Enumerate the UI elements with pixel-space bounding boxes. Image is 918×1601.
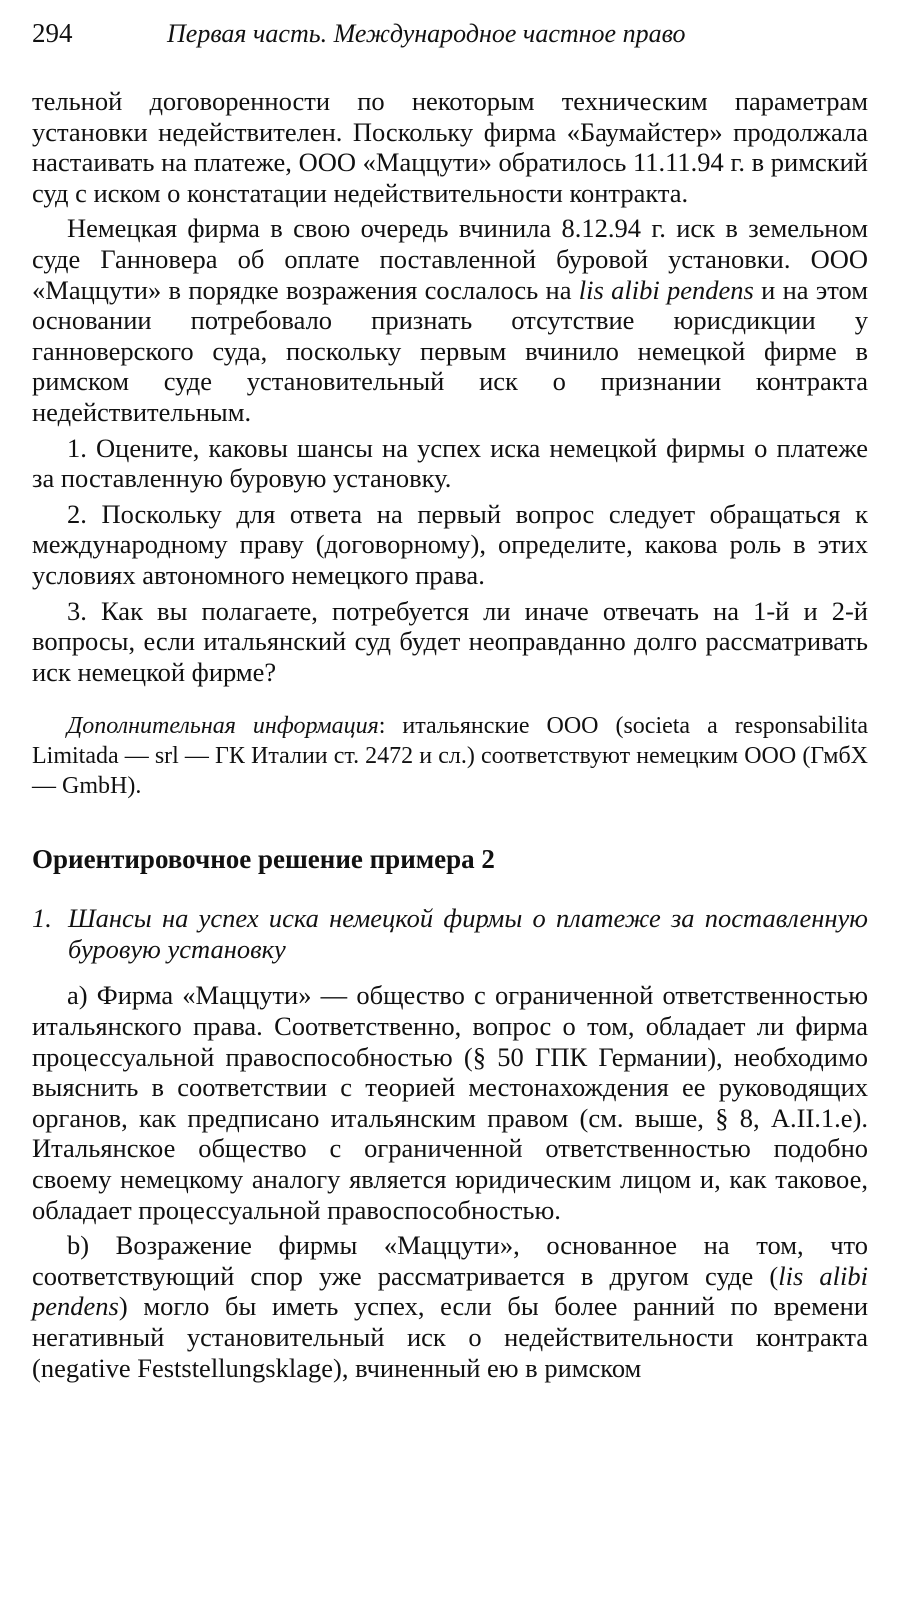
page-number: 294 bbox=[32, 18, 73, 48]
note-label: Дополнительная информация bbox=[67, 713, 379, 740]
section-title: Ориентировочное решение примера 2 bbox=[32, 844, 495, 875]
subsection-heading bbox=[32, 903, 868, 964]
paragraph-a: а) Фирма «Маццути» — общество с ограниченной ответственностью итальянского права. Соответственно, вопрос о том, обладает ли фирма процессуальной правоспособностью (§ 50 ГПК Германии), необходимо выяснить в соответствии с теорией местонахождения ее руководящих органов, как предписано итальянским правом (см. выше, § 8, A.II.1.e). Итальянское общество с ограниченной ответственностью подобно своему немецкому аналогу является юридическим лицом и, как таковое, обладает процессуальной правоспособностью. bbox=[32, 980, 868, 1225]
paragraph-text: Немецкая фирма в свою очередь вчинила 8.12.94 г. иск в земельном суде Ганновера об оплате поставленной буровой установки. ООО «Маццути» в порядке возражения сослалось на bbox=[32, 213, 868, 305]
additional-info-note bbox=[32, 711, 868, 801]
subsection-title: Шансы на успех иска немецкой фирмы о платеже за поставленную буровую установку bbox=[68, 903, 868, 964]
latin-term: lis alibi pendens bbox=[578, 274, 754, 305]
paragraph-continuation: тельной договоренности по некоторым техническим параметрам установки недействителен. Поскольку фирма «Баумайстер» продолжала настаивать на платеже, ООО «Маццути» обратилось 11.11.94 г. в римский суд с иском о констатации недействительности контракта. bbox=[32, 86, 868, 208]
paragraph-text: b) Возражение фирмы «Маццути», основанное на том, что соответствующий спор уже рассматривается в другом суде ( bbox=[32, 1230, 868, 1291]
note-text: : итальянские ООО (societa a responsabilita Limitada — srl — ГК Италии ст. 2472 и сл.) соответствуют немецким ООО (ГмбХ — GmbH). bbox=[32, 713, 868, 800]
question-1: 1. Оцените, каковы шансы на успех иска немецкой фирмы о платеже за поставленную буровую установку. bbox=[32, 432, 868, 494]
question-3: 3. Как вы полагаете, потребуется ли иначе отвечать на 1-й и 2-й вопросы, если итальянский суд будет неоправданно долго рассматривать иск немецкой фирме? bbox=[32, 595, 868, 687]
latin-term: lis alibi pendens bbox=[32, 1260, 868, 1322]
running-title: Первая часть. Международное частное право bbox=[167, 19, 686, 48]
paragraph-text: ) могло бы иметь успех, если бы более ранний по времени негативный установительный иск о недействительности контракта (negative Feststellungsklage), вчиненный ею в римском bbox=[32, 1291, 868, 1383]
paragraph-text: и на этом основании потребовало признать отсутствие юрисдикции у ганноверского суда, поскольку первым вчинило немецкой фирме в римском суде установительный иск о признании контракта недействительным. bbox=[32, 274, 868, 427]
subsection-number: 1. bbox=[32, 903, 52, 934]
paragraph-b bbox=[32, 1230, 868, 1383]
paragraph-german-claim bbox=[32, 213, 868, 427]
question-2: 2. Поскольку для ответа на первый вопрос следует обращаться к международному праву (договорному), определите, какова роль в этих условиях автономного немецкого права. bbox=[32, 498, 868, 590]
page-header bbox=[32, 18, 868, 58]
